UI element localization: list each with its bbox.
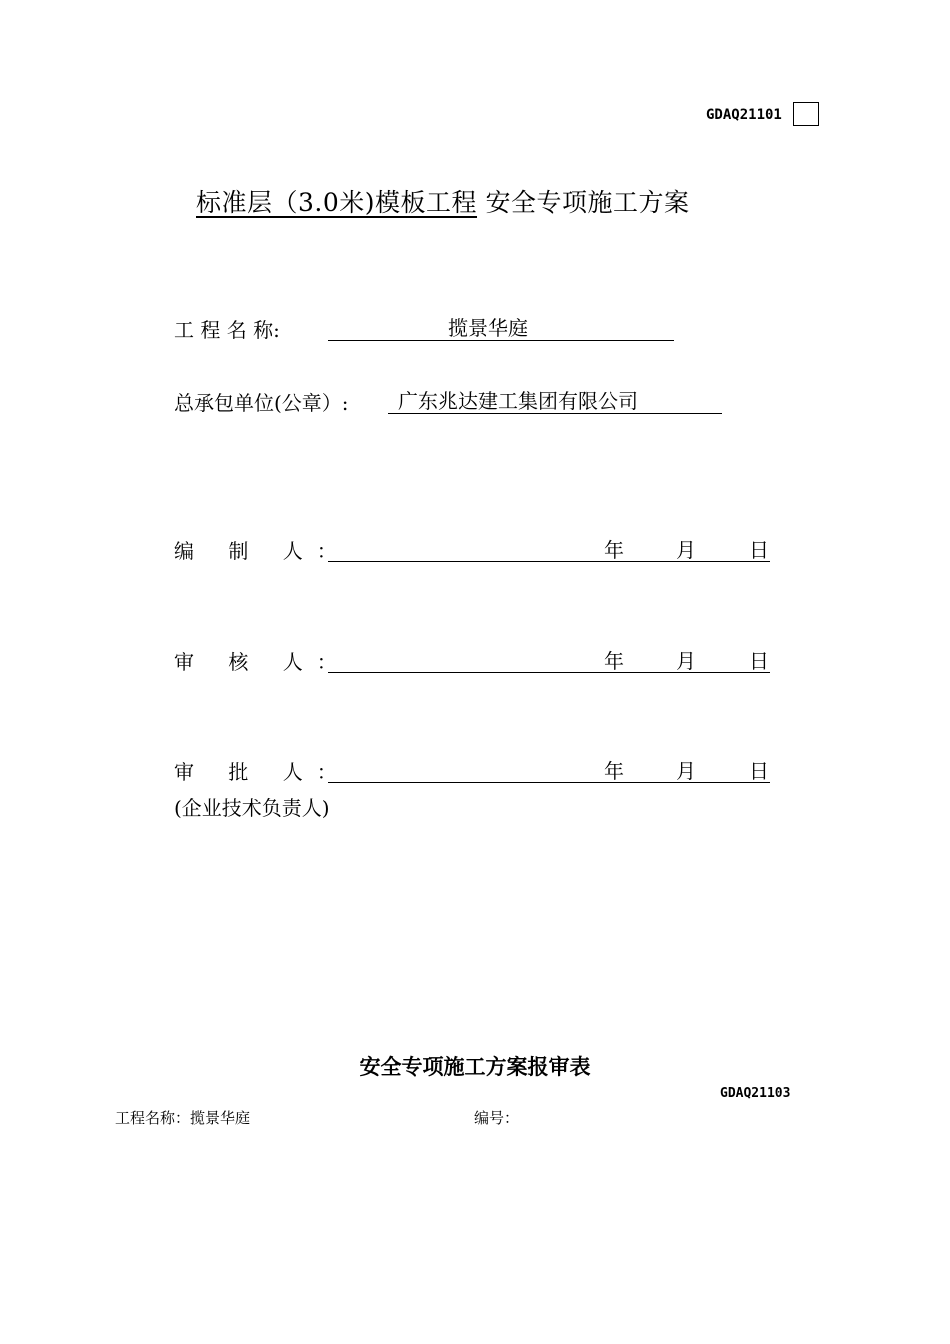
approver-month: 月 [676,759,696,783]
title-underlined-part: 标准层（3.0米)模板工程 [196,188,478,217]
contractor-value: 广东兆达建工集团有限公司 [398,389,638,413]
review-form-title: 安全专项施工方案报审表 [359,1055,591,1079]
contractor-label: 总承包单位(公章）: [174,391,349,415]
reviewer-label: 审 核 人： [174,650,351,674]
approver-year: 年 [604,759,624,783]
form-code-top: GDAQ21101 [706,107,782,123]
project-name-label: 工 程 名 称: [174,318,280,342]
review-form-number-label: 编号： [474,1109,520,1127]
review-form-code: GDAQ21103 [720,1086,791,1101]
compiler-label: 编 制 人： [174,539,351,563]
project-name-value: 揽景华庭 [448,316,528,340]
reviewer-month: 月 [676,649,696,673]
reviewer-underline [328,672,770,673]
compiler-underline [328,561,770,562]
approver-underline [328,782,770,783]
reviewer-year: 年 [604,649,624,673]
compiler-year: 年 [604,538,624,562]
form-code-box [793,102,819,126]
reviewer-day: 日 [749,649,769,673]
compiler-day: 日 [749,538,769,562]
compiler-month: 月 [676,538,696,562]
review-form-project-label: 工程名称：揽景华庭 [115,1109,251,1127]
document-title [196,186,689,220]
title-rest: 安全专项施工方案 [485,188,690,217]
approver-label: 审 批 人： [174,760,351,784]
approver-day: 日 [749,759,769,783]
approver-note: (企业技术负责人) [174,796,330,820]
